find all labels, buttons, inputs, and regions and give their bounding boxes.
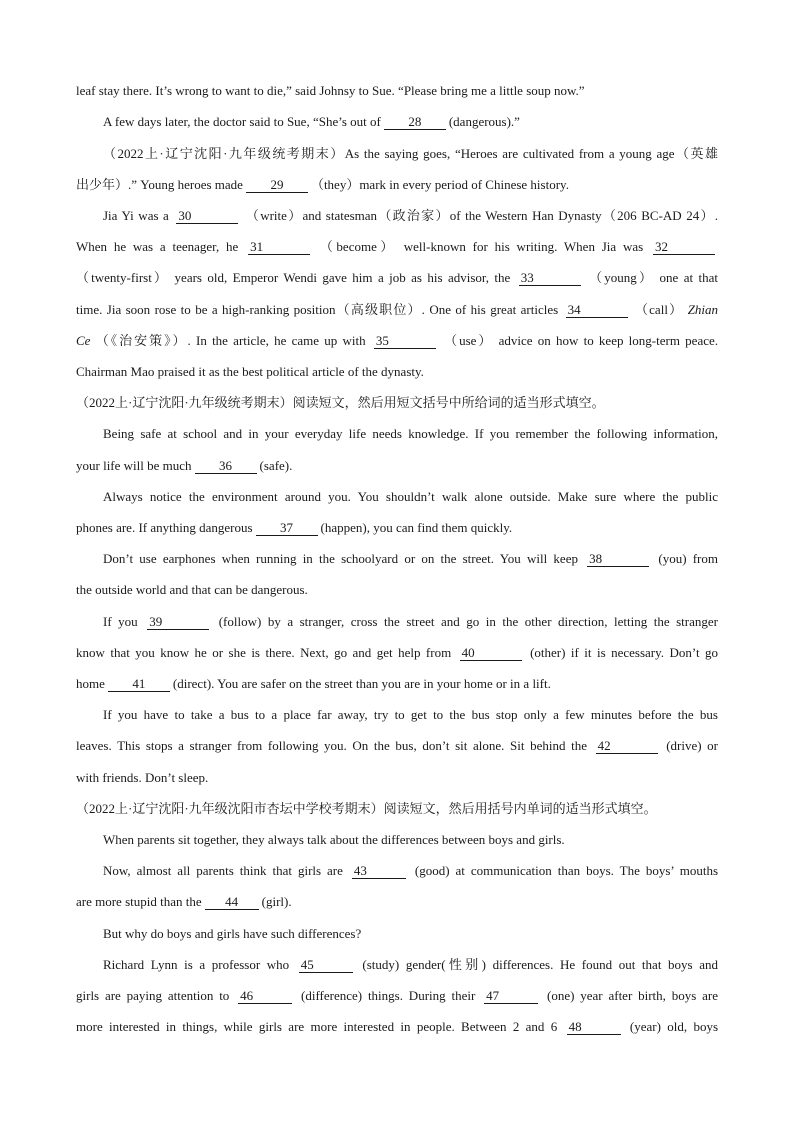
text-line-l25 <box>103 830 718 850</box>
text-line-l19 <box>76 643 718 663</box>
text-line-l13 <box>76 456 718 476</box>
text-run: leaf stay there. It’s wrong to want to die,” said Johnsy to Sue. “Please bring me a little soup now.” <box>76 83 585 98</box>
text-run: with friends. Don’t sleep. <box>76 770 209 785</box>
text-line-l26 <box>103 861 718 881</box>
text-run: （write）and statesman（政治家）of the Western Han Dynasty（206 BC-AD 24）. <box>245 208 719 223</box>
answer-blank-35[interactable]: 35 <box>374 333 436 349</box>
text-run: the outside world and that can be dangerous. <box>76 582 308 597</box>
text-line-l15 <box>76 518 718 538</box>
text-line-l05 <box>103 206 718 226</box>
text-line-l11 <box>76 393 718 413</box>
text-line-l24 <box>76 799 718 819</box>
text-run: When parents sit together, they always talk about the differences between boys and girls. <box>103 832 565 847</box>
text-line-l12 <box>103 424 718 444</box>
answer-blank-46[interactable]: 46 <box>238 988 292 1004</box>
text-run: Richard Lynn is a professor who <box>103 957 290 972</box>
text-line-l29 <box>103 955 718 975</box>
text-run: are more stupid than the <box>76 894 202 909</box>
text-run: (other) if it is necessary. Don’t go <box>530 645 719 660</box>
answer-blank-28[interactable]: 28 <box>384 114 446 130</box>
text-line-l31 <box>76 1017 718 1037</box>
text-run: （《治安策》）. In the article, he came up with <box>95 333 366 348</box>
text-run: (study) gender(性别) differences. He found out that boys and <box>362 957 718 972</box>
text-run: (follow) by a stranger, cross the street and go in the other direction, letting the stranger <box>218 614 718 629</box>
text-run: If you have to take a bus to a place far away, try to get to the bus stop only a few minutes before the bus <box>103 707 718 722</box>
text-line-l14 <box>103 487 718 507</box>
text-run: time. Jia soon rose to be a high-ranking position（高级职位）. One of his great articles <box>76 302 559 317</box>
answer-blank-34[interactable]: 34 <box>566 302 628 318</box>
text-run: A few days later, the doctor said to Sue, “She’s out of <box>103 114 381 129</box>
text-run: （call） <box>635 302 684 317</box>
text-run: (drive) or <box>666 738 718 753</box>
text-line-l21 <box>103 705 718 725</box>
text-line-l30 <box>76 986 718 1006</box>
text-line-l20 <box>76 674 718 694</box>
text-run: （they）mark in every period of Chinese history. <box>310 177 569 192</box>
answer-blank-32[interactable]: 32 <box>653 239 715 255</box>
text-run: (year) old, boys <box>629 1019 719 1034</box>
answer-blank-33[interactable]: 33 <box>519 270 581 286</box>
text-run: 出少年）.” Young heroes made <box>76 177 243 192</box>
text-run: （young） one at that <box>589 270 719 285</box>
text-line-l01 <box>76 81 718 101</box>
answer-blank-38[interactable]: 38 <box>587 551 649 567</box>
answer-blank-37[interactable]: 37 <box>256 520 318 536</box>
text-run: Don’t use earphones when running in the schoolyard or on the street. You will keep <box>103 551 578 566</box>
answer-blank-36[interactable]: 36 <box>195 458 257 474</box>
text-run: phones are. If anything dangerous <box>76 520 253 535</box>
text-run: (one) year after birth, boys are <box>547 988 719 1003</box>
answer-blank-31[interactable]: 31 <box>248 239 310 255</box>
text-run: （2022上·辽宁沈阳·九年级统考期末）阅读短文，然后用短文括号中所给词的适当形式填空。 <box>76 395 605 410</box>
answer-blank-41[interactable]: 41 <box>108 676 170 692</box>
text-line-l16 <box>103 549 718 569</box>
text-line-l10 <box>76 362 718 382</box>
text-run: (you) from <box>658 551 718 566</box>
text-line-l04 <box>76 175 718 195</box>
answer-blank-48[interactable]: 48 <box>567 1019 621 1035</box>
text-line-l17 <box>76 580 718 600</box>
text-run: leaves. This stops a stranger from following you. On the bus, don’t sit alone. Sit behind the <box>76 738 587 753</box>
text-line-l06 <box>76 237 718 257</box>
text-run: (good) at communication than boys. The boys’ mouths <box>414 863 719 878</box>
text-run: When he was a teenager, he <box>76 239 239 254</box>
text-run: (girl). <box>261 894 292 909</box>
answer-blank-42[interactable]: 42 <box>596 738 658 754</box>
answer-blank-44[interactable]: 44 <box>205 894 259 910</box>
text-run: home <box>76 676 105 691</box>
text-line-l27 <box>76 892 718 912</box>
text-run: girls are paying attention to <box>76 988 230 1003</box>
answer-blank-47[interactable]: 47 <box>484 988 538 1004</box>
text-line-l08 <box>76 300 718 320</box>
text-run: （use） advice on how to keep long-term peace. <box>444 333 719 348</box>
answer-blank-45[interactable]: 45 <box>299 957 353 973</box>
text-run: Jia Yi was a <box>103 208 169 223</box>
answer-blank-30[interactable]: 30 <box>176 208 238 224</box>
text-run: （2022上·辽宁沈阳·九年级沈阳市杏坛中学校考期末）阅读短文，然后用括号内单词的适当形式填空。 <box>76 801 657 816</box>
text-line-l23 <box>76 768 718 788</box>
text-run: If you <box>103 614 138 629</box>
text-run: Being safe at school and in your everyday life needs knowledge. If you remember the following information, <box>103 426 718 441</box>
text-run: But why do boys and girls have such differences? <box>103 926 362 941</box>
text-run: (difference) things. During their <box>301 988 476 1003</box>
text-line-l02 <box>103 112 718 132</box>
text-line-l03 <box>103 144 718 164</box>
text-run: (direct). You are safer on the street than you are in your home or in a lift. <box>172 676 551 691</box>
text-line-l28 <box>103 924 718 944</box>
answer-blank-29[interactable]: 29 <box>246 177 308 193</box>
italic-title: Ce <box>76 333 91 348</box>
text-line-l18 <box>103 612 718 632</box>
text-run: (happen), you can find them quickly. <box>320 520 513 535</box>
answer-blank-40[interactable]: 40 <box>460 645 522 661</box>
text-run: (dangerous).” <box>448 114 520 129</box>
text-line-l22 <box>76 736 718 756</box>
answer-blank-43[interactable]: 43 <box>352 863 406 879</box>
text-run: more interested in things, while girls are more interested in people. Between 2 and 6 <box>76 1019 558 1034</box>
text-line-l09 <box>76 331 718 351</box>
text-run: know that you know he or she is there. Next, go and get help from <box>76 645 452 660</box>
text-run: （2022上·辽宁沈阳·九年级统考期末）As the saying goes, “Heroes are cultivated from a young age（英雄 <box>103 146 718 161</box>
text-run: Now, almost all parents think that girls are <box>103 863 343 878</box>
text-run: （twenty-first） years old, Emperor Wendi gave him a job as his advisor, the <box>76 270 511 285</box>
text-run: your life will be much <box>76 458 192 473</box>
text-run: Chairman Mao praised it as the best political article of the dynasty. <box>76 364 424 379</box>
answer-blank-39[interactable]: 39 <box>147 614 209 630</box>
text-run: (safe). <box>259 458 293 473</box>
text-line-l07 <box>76 268 718 288</box>
text-run: Always notice the environment around you. You shouldn’t walk alone outside. Make sure where the public <box>103 489 718 504</box>
italic-title: Zhian <box>687 302 719 317</box>
text-run: （become） well-known for his writing. When Jia was <box>319 239 644 254</box>
